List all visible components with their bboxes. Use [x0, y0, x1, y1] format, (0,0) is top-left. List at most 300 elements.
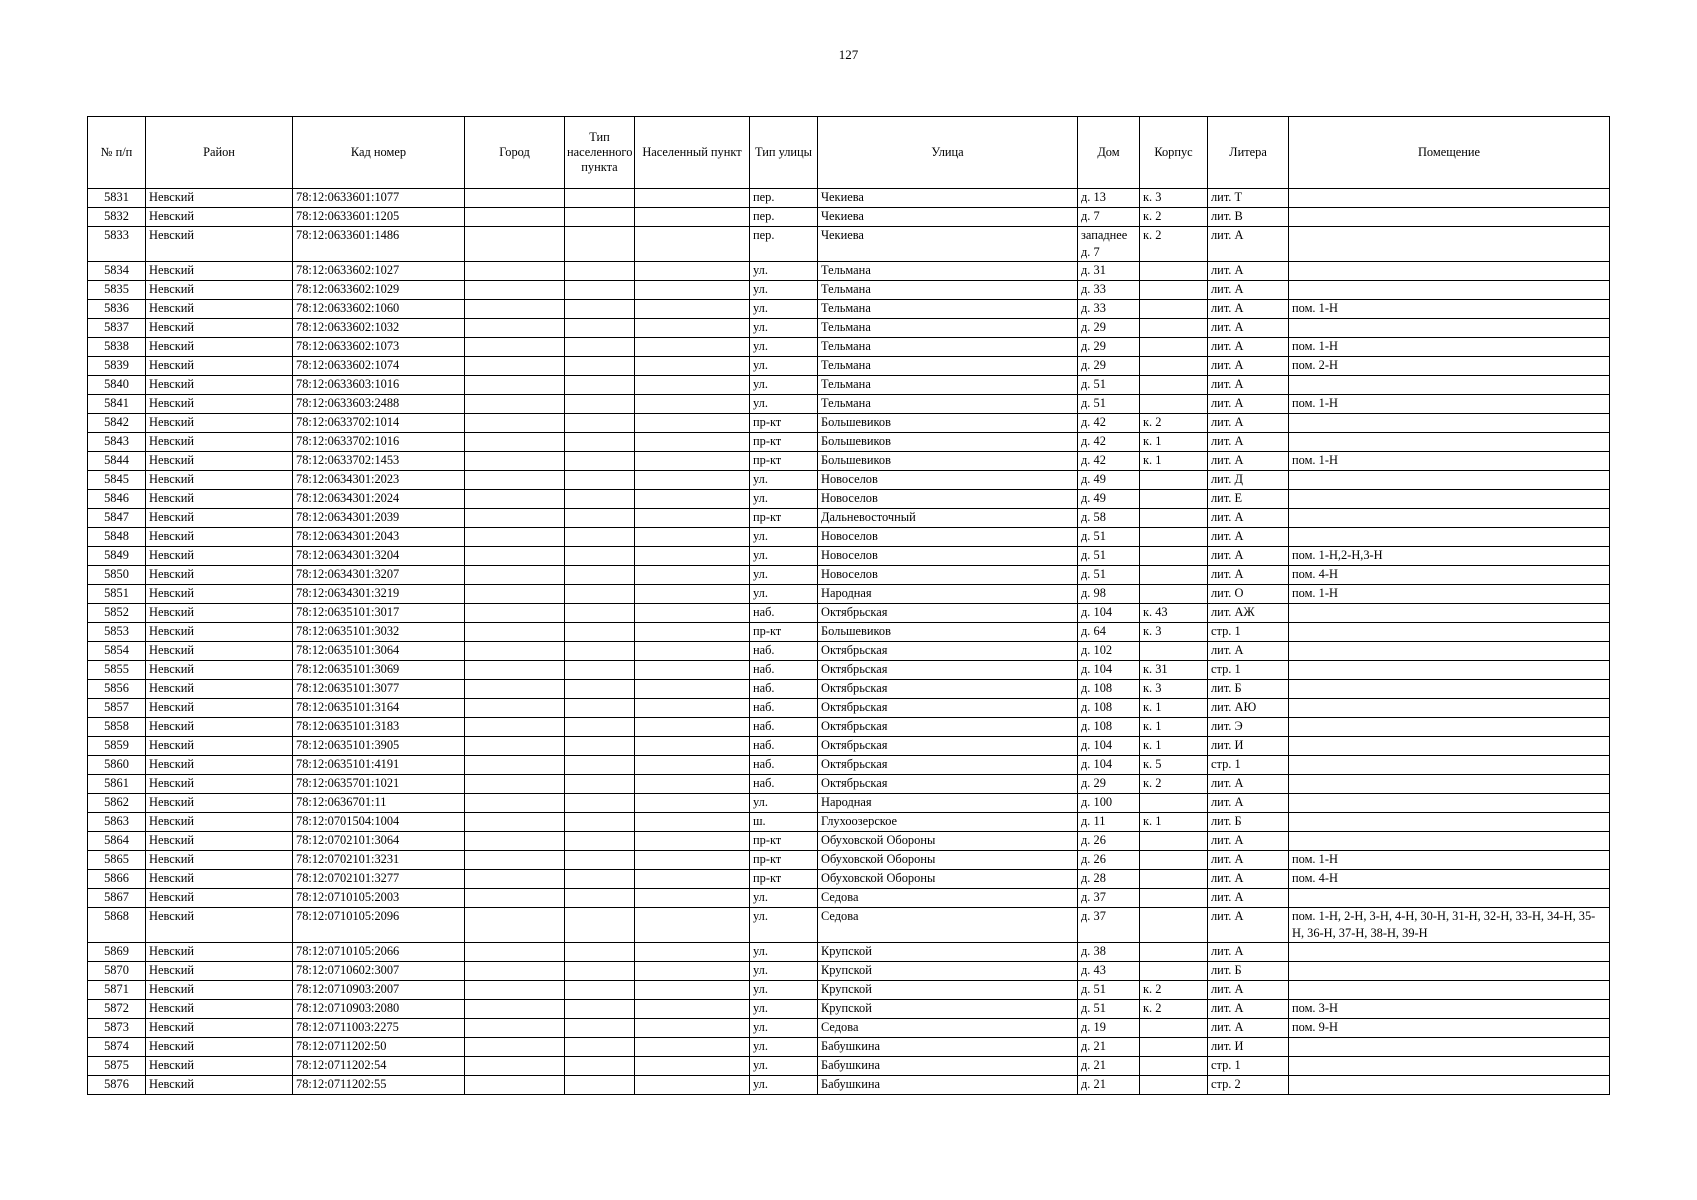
cell-building	[1140, 566, 1208, 585]
cell-number: 5868	[88, 908, 146, 943]
cell-street-type: наб.	[750, 699, 818, 718]
cell-letter: лит. А	[1208, 338, 1289, 357]
table-row	[88, 547, 1610, 566]
cell-city	[465, 889, 565, 908]
cell-settlement	[635, 737, 750, 756]
cell-settlement-type	[565, 832, 635, 851]
cell-building: к. 2	[1140, 775, 1208, 794]
cell-building: к. 1	[1140, 699, 1208, 718]
cell-house: д. 19	[1078, 1019, 1140, 1038]
column-header-settlement: Населенный пункт	[635, 117, 750, 189]
cell-building	[1140, 908, 1208, 943]
cell-settlement	[635, 208, 750, 227]
cell-settlement	[635, 699, 750, 718]
cell-cadastral-number: 78:12:0710105:2096	[293, 908, 465, 943]
cell-letter: лит. А	[1208, 943, 1289, 962]
cell-number: 5844	[88, 452, 146, 471]
cell-cadastral-number: 78:12:0634301:2023	[293, 471, 465, 490]
cell-settlement-type	[565, 471, 635, 490]
cell-settlement-type	[565, 319, 635, 338]
cell-city	[465, 680, 565, 699]
cell-building: к. 3	[1140, 623, 1208, 642]
cell-number: 5833	[88, 227, 146, 262]
cell-premises: пом. 2-Н	[1289, 357, 1610, 376]
cell-letter: лит. А	[1208, 300, 1289, 319]
cell-house: д. 7	[1078, 208, 1140, 227]
cell-settlement-type	[565, 452, 635, 471]
cell-letter: лит. А	[1208, 509, 1289, 528]
cell-cadastral-number: 78:12:0710105:2003	[293, 889, 465, 908]
cell-number: 5865	[88, 851, 146, 870]
cell-street: Октябрьская	[818, 699, 1078, 718]
cell-street-type: наб.	[750, 775, 818, 794]
cell-city	[465, 737, 565, 756]
cell-settlement-type	[565, 813, 635, 832]
cell-cadastral-number: 78:12:0633602:1073	[293, 338, 465, 357]
cell-house: д. 26	[1078, 851, 1140, 870]
column-header-street-type: Тип улицы	[750, 117, 818, 189]
table-row	[88, 300, 1610, 319]
cell-premises: пом. 3-Н	[1289, 1000, 1610, 1019]
cell-city	[465, 962, 565, 981]
cell-settlement-type	[565, 1038, 635, 1057]
cell-city	[465, 870, 565, 889]
cell-premises	[1289, 737, 1610, 756]
cell-cadastral-number: 78:12:0633603:2488	[293, 395, 465, 414]
cell-cadastral-number: 78:12:0633702:1016	[293, 433, 465, 452]
table-row	[88, 642, 1610, 661]
cell-house: д. 33	[1078, 300, 1140, 319]
cell-city	[465, 1019, 565, 1038]
table-row	[88, 870, 1610, 889]
cell-building	[1140, 642, 1208, 661]
cell-settlement-type	[565, 851, 635, 870]
cell-house: д. 29	[1078, 357, 1140, 376]
table-row	[88, 756, 1610, 775]
column-header-district: Район	[146, 117, 293, 189]
cell-cadastral-number: 78:12:0635101:3064	[293, 642, 465, 661]
cell-city	[465, 604, 565, 623]
cell-street-type: ул.	[750, 319, 818, 338]
cell-number: 5840	[88, 376, 146, 395]
cell-settlement	[635, 452, 750, 471]
cell-district: Невский	[146, 870, 293, 889]
cell-cadastral-number: 78:12:0710903:2080	[293, 1000, 465, 1019]
cell-street: Чекиева	[818, 227, 1078, 262]
cell-city	[465, 395, 565, 414]
cell-street-type: наб.	[750, 661, 818, 680]
cell-number: 5859	[88, 737, 146, 756]
cell-district: Невский	[146, 281, 293, 300]
cell-district: Невский	[146, 338, 293, 357]
cell-settlement	[635, 604, 750, 623]
cell-house: д. 108	[1078, 718, 1140, 737]
cell-house: д. 108	[1078, 680, 1140, 699]
cell-premises	[1289, 604, 1610, 623]
cell-number: 5853	[88, 623, 146, 642]
cell-settlement	[635, 962, 750, 981]
cell-city	[465, 661, 565, 680]
cell-settlement-type	[565, 227, 635, 262]
cell-building: к. 2	[1140, 1000, 1208, 1019]
cell-premises	[1289, 509, 1610, 528]
cell-letter: лит. А	[1208, 832, 1289, 851]
cell-cadastral-number: 78:12:0711202:55	[293, 1076, 465, 1095]
cell-settlement	[635, 509, 750, 528]
cell-district: Невский	[146, 981, 293, 1000]
table-row	[88, 433, 1610, 452]
cell-settlement-type	[565, 208, 635, 227]
cell-street: Октябрьская	[818, 604, 1078, 623]
cell-street: Седова	[818, 889, 1078, 908]
cell-number: 5848	[88, 528, 146, 547]
cell-number: 5876	[88, 1076, 146, 1095]
cell-letter: лит. А	[1208, 566, 1289, 585]
cell-settlement	[635, 943, 750, 962]
cell-city	[465, 585, 565, 604]
table-row	[88, 262, 1610, 281]
column-header-cadastral-number: Кад номер	[293, 117, 465, 189]
cell-cadastral-number: 78:12:0702101:3231	[293, 851, 465, 870]
cell-district: Невский	[146, 1076, 293, 1095]
table-row	[88, 319, 1610, 338]
cell-cadastral-number: 78:12:0634301:3204	[293, 547, 465, 566]
cell-building: к. 1	[1140, 813, 1208, 832]
cell-letter: лит. А	[1208, 547, 1289, 566]
cell-street-type: пр-кт	[750, 832, 818, 851]
cell-street-type: ул.	[750, 547, 818, 566]
cell-building	[1140, 281, 1208, 300]
cell-street: Бабушкина	[818, 1076, 1078, 1095]
cell-settlement-type	[565, 357, 635, 376]
cell-number: 5846	[88, 490, 146, 509]
table-row	[88, 227, 1610, 262]
cell-settlement-type	[565, 699, 635, 718]
cell-street-type: наб.	[750, 680, 818, 699]
cell-district: Невский	[146, 509, 293, 528]
cell-street-type: ул.	[750, 1076, 818, 1095]
table-row	[88, 452, 1610, 471]
cell-premises	[1289, 623, 1610, 642]
cell-district: Невский	[146, 319, 293, 338]
cell-city	[465, 357, 565, 376]
cell-settlement	[635, 281, 750, 300]
cell-settlement-type	[565, 433, 635, 452]
cell-number: 5857	[88, 699, 146, 718]
cell-house: д. 37	[1078, 889, 1140, 908]
cell-premises	[1289, 262, 1610, 281]
cell-letter: лит. Д	[1208, 471, 1289, 490]
cell-settlement-type	[565, 661, 635, 680]
cell-street: Дальневосточный	[818, 509, 1078, 528]
cell-settlement-type	[565, 395, 635, 414]
cell-settlement	[635, 908, 750, 943]
cell-letter: лит. А	[1208, 1019, 1289, 1038]
cell-district: Невский	[146, 889, 293, 908]
cell-cadastral-number: 78:12:0711202:54	[293, 1057, 465, 1076]
cell-street: Октябрьская	[818, 680, 1078, 699]
cell-city	[465, 189, 565, 208]
cell-street: Октябрьская	[818, 737, 1078, 756]
cell-city	[465, 1000, 565, 1019]
cell-house: д. 28	[1078, 870, 1140, 889]
cell-district: Невский	[146, 962, 293, 981]
cell-settlement-type	[565, 604, 635, 623]
cell-cadastral-number: 78:12:0633602:1027	[293, 262, 465, 281]
cell-house: д. 102	[1078, 642, 1140, 661]
cell-letter: лит. Б	[1208, 813, 1289, 832]
cell-street-type: наб.	[750, 756, 818, 775]
cell-cadastral-number: 78:12:0635101:3032	[293, 623, 465, 642]
cell-building: к. 2	[1140, 227, 1208, 262]
cell-cadastral-number: 78:12:0633602:1029	[293, 281, 465, 300]
cell-letter: лит. Б	[1208, 680, 1289, 699]
cell-settlement-type	[565, 414, 635, 433]
cell-city	[465, 1038, 565, 1057]
cell-cadastral-number: 78:12:0702101:3277	[293, 870, 465, 889]
cell-number: 5869	[88, 943, 146, 962]
cell-settlement-type	[565, 1057, 635, 1076]
cell-letter: лит. А	[1208, 775, 1289, 794]
table-row	[88, 737, 1610, 756]
cell-settlement	[635, 357, 750, 376]
cell-city	[465, 642, 565, 661]
cell-district: Невский	[146, 832, 293, 851]
cell-house: д. 42	[1078, 433, 1140, 452]
cell-building	[1140, 1019, 1208, 1038]
table-row	[88, 794, 1610, 813]
cell-cadastral-number: 78:12:0633601:1205	[293, 208, 465, 227]
cell-number: 5852	[88, 604, 146, 623]
cell-cadastral-number: 78:12:0633702:1453	[293, 452, 465, 471]
cell-letter: лит. А	[1208, 794, 1289, 813]
table-header	[88, 117, 1610, 189]
cell-street: Обуховской Обороны	[818, 832, 1078, 851]
cell-premises: пом. 1-Н	[1289, 300, 1610, 319]
cell-street: Новоселов	[818, 471, 1078, 490]
column-header-premises: Помещение	[1289, 117, 1610, 189]
cell-number: 5866	[88, 870, 146, 889]
cell-street-type: пер.	[750, 208, 818, 227]
cell-street: Октябрьская	[818, 756, 1078, 775]
cell-street: Тельмана	[818, 338, 1078, 357]
cell-street-type: ул.	[750, 908, 818, 943]
cell-number: 5845	[88, 471, 146, 490]
cell-district: Невский	[146, 813, 293, 832]
cell-city	[465, 794, 565, 813]
column-header-building: Корпус	[1140, 117, 1208, 189]
cell-building	[1140, 357, 1208, 376]
cell-building	[1140, 832, 1208, 851]
cell-settlement-type	[565, 870, 635, 889]
cell-settlement-type	[565, 262, 635, 281]
cell-house: д. 104	[1078, 756, 1140, 775]
cell-settlement-type	[565, 718, 635, 737]
cell-number: 5873	[88, 1019, 146, 1038]
cell-settlement-type	[565, 490, 635, 509]
cell-premises	[1289, 943, 1610, 962]
cell-district: Невский	[146, 604, 293, 623]
cell-district: Невский	[146, 227, 293, 262]
cell-premises	[1289, 699, 1610, 718]
table-row	[88, 604, 1610, 623]
cell-settlement	[635, 227, 750, 262]
cell-letter: лит. А	[1208, 433, 1289, 452]
cell-street: Чекиева	[818, 208, 1078, 227]
cell-premises	[1289, 189, 1610, 208]
cell-building	[1140, 262, 1208, 281]
cell-number: 5842	[88, 414, 146, 433]
cell-district: Невский	[146, 737, 293, 756]
cell-letter: лит. А	[1208, 414, 1289, 433]
cell-city	[465, 376, 565, 395]
table-row	[88, 981, 1610, 1000]
cell-district: Невский	[146, 528, 293, 547]
cell-street-type: пр-кт	[750, 870, 818, 889]
cell-settlement-type	[565, 376, 635, 395]
cell-street: Октябрьская	[818, 718, 1078, 737]
cell-building: к. 1	[1140, 433, 1208, 452]
cell-building	[1140, 962, 1208, 981]
cell-letter: лит. Е	[1208, 490, 1289, 509]
cell-street-type: ул.	[750, 262, 818, 281]
cell-building: к. 31	[1140, 661, 1208, 680]
cell-city	[465, 471, 565, 490]
cell-house: д. 37	[1078, 908, 1140, 943]
cell-settlement-type	[565, 300, 635, 319]
cell-street: Новоселов	[818, 490, 1078, 509]
cell-city	[465, 756, 565, 775]
cell-letter: лит. А	[1208, 981, 1289, 1000]
table-row	[88, 376, 1610, 395]
cell-district: Невский	[146, 908, 293, 943]
cell-district: Невский	[146, 1038, 293, 1057]
cell-district: Невский	[146, 642, 293, 661]
cell-settlement	[635, 889, 750, 908]
cell-number: 5839	[88, 357, 146, 376]
cell-number: 5867	[88, 889, 146, 908]
cell-number: 5862	[88, 794, 146, 813]
column-header-city: Город	[465, 117, 565, 189]
cell-city	[465, 775, 565, 794]
cell-district: Невский	[146, 699, 293, 718]
table-row	[88, 943, 1610, 962]
cell-building	[1140, 870, 1208, 889]
cell-settlement-type	[565, 1076, 635, 1095]
cell-number: 5855	[88, 661, 146, 680]
cell-house: западнее д. 7	[1078, 227, 1140, 262]
cell-building	[1140, 376, 1208, 395]
cell-cadastral-number: 78:12:0635101:3905	[293, 737, 465, 756]
cell-cadastral-number: 78:12:0701504:1004	[293, 813, 465, 832]
cell-house: д. 51	[1078, 395, 1140, 414]
cell-street: Большевиков	[818, 452, 1078, 471]
cell-city	[465, 1057, 565, 1076]
table-row	[88, 1038, 1610, 1057]
cell-number: 5875	[88, 1057, 146, 1076]
cell-settlement-type	[565, 1000, 635, 1019]
cell-street-type: ул.	[750, 943, 818, 962]
cell-street-type: пер.	[750, 227, 818, 262]
column-header-letter: Литера	[1208, 117, 1289, 189]
cell-number: 5872	[88, 1000, 146, 1019]
cell-street-type: пр-кт	[750, 452, 818, 471]
cell-street-type: ул.	[750, 528, 818, 547]
cell-cadastral-number: 78:12:0634301:3207	[293, 566, 465, 585]
cell-street-type: ул.	[750, 281, 818, 300]
cell-settlement-type	[565, 737, 635, 756]
cell-street: Бабушкина	[818, 1057, 1078, 1076]
cell-letter: лит. А	[1208, 227, 1289, 262]
cell-cadastral-number: 78:12:0635101:3183	[293, 718, 465, 737]
cell-letter: лит. Б	[1208, 962, 1289, 981]
cell-street: Тельмана	[818, 281, 1078, 300]
cell-building	[1140, 509, 1208, 528]
cell-cadastral-number: 78:12:0710602:3007	[293, 962, 465, 981]
cell-settlement-type	[565, 281, 635, 300]
table-row	[88, 281, 1610, 300]
cell-settlement	[635, 642, 750, 661]
cell-district: Невский	[146, 851, 293, 870]
cell-house: д. 64	[1078, 623, 1140, 642]
cell-street: Бабушкина	[818, 1038, 1078, 1057]
cell-settlement	[635, 433, 750, 452]
cell-street-type: ул.	[750, 1019, 818, 1038]
cell-letter: лит. В	[1208, 208, 1289, 227]
cell-letter: лит. А	[1208, 357, 1289, 376]
cell-city	[465, 414, 565, 433]
cell-premises	[1289, 471, 1610, 490]
cell-premises	[1289, 414, 1610, 433]
cell-settlement	[635, 566, 750, 585]
cell-cadastral-number: 78:12:0633602:1060	[293, 300, 465, 319]
cell-street-type: ул.	[750, 1000, 818, 1019]
cell-building	[1140, 547, 1208, 566]
cell-city	[465, 490, 565, 509]
cell-settlement	[635, 1076, 750, 1095]
cell-house: д. 104	[1078, 604, 1140, 623]
table-row	[88, 490, 1610, 509]
cell-street: Крупской	[818, 943, 1078, 962]
cell-premises	[1289, 319, 1610, 338]
cell-house: д. 49	[1078, 490, 1140, 509]
cell-city	[465, 718, 565, 737]
cell-settlement	[635, 851, 750, 870]
cell-settlement	[635, 395, 750, 414]
cell-letter: лит. А	[1208, 851, 1289, 870]
cell-city	[465, 528, 565, 547]
cell-settlement	[635, 775, 750, 794]
cell-settlement	[635, 319, 750, 338]
cell-number: 5832	[88, 208, 146, 227]
registry-table	[87, 116, 1610, 1095]
cell-cadastral-number: 78:12:0634301:2043	[293, 528, 465, 547]
cell-district: Невский	[146, 585, 293, 604]
table-row	[88, 813, 1610, 832]
cell-house: д. 11	[1078, 813, 1140, 832]
cell-house: д. 29	[1078, 338, 1140, 357]
cell-house: д. 51	[1078, 566, 1140, 585]
cell-street: Крупской	[818, 981, 1078, 1000]
cell-street-type: ул.	[750, 585, 818, 604]
table-row	[88, 414, 1610, 433]
cell-street: Большевиков	[818, 433, 1078, 452]
cell-settlement-type	[565, 981, 635, 1000]
cell-premises	[1289, 832, 1610, 851]
cell-number: 5849	[88, 547, 146, 566]
cell-street-type: наб.	[750, 642, 818, 661]
cell-letter: лит. А	[1208, 376, 1289, 395]
